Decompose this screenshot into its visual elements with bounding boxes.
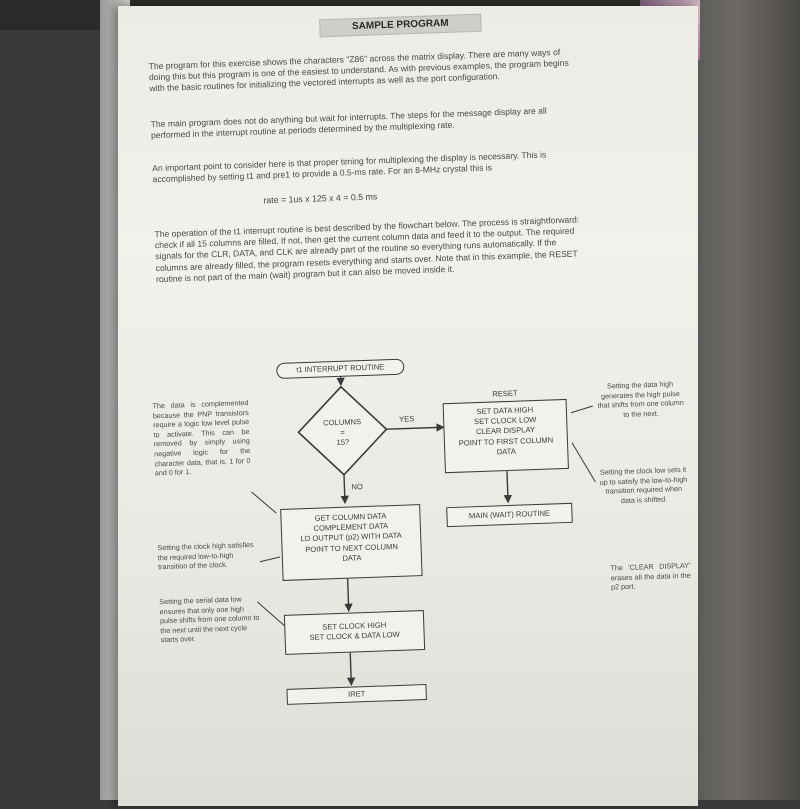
reset-step-5: DATA xyxy=(445,445,567,459)
set-clock-box xyxy=(284,610,425,655)
paragraph-flowchart-intro: The operation of the t1 interrupt routine is best described by the flowchart below. The process is straightforward: check if all 15 columns are filled. If not, then get the current column data and feed it to the output. The required signals for the CLR, DATA, and CLK are already part of the routine so everything runs automatically. If the columns are already filled, the program resets everything and starts over. Note that in this example, the RESET routine is not part of the main (wait) program but it can also be moved inside it. xyxy=(154,214,586,285)
note-clear-display: The 'CLEAR DISPLAY' erases all the data in the p2 port. xyxy=(610,561,691,593)
yes-label: YES xyxy=(399,414,415,424)
decision-line-1: COLUMNS xyxy=(301,416,383,429)
get-step-2: COMPLEMENT DATA xyxy=(282,520,420,535)
decision-line-3: 15? xyxy=(302,436,384,449)
reset-process-box xyxy=(443,399,569,473)
get-step-5: DATA xyxy=(283,551,421,566)
background-surface-right xyxy=(690,0,800,800)
decision-line-2: = xyxy=(301,426,383,439)
page-title: SAMPLE PROGRAM xyxy=(319,14,482,38)
note-clock-low: Setting the clock low sets it up to satisfy the low-to-high transition required when data is shifted. xyxy=(597,465,690,507)
flow-start-terminal: t1 INTERRUPT ROUTINE xyxy=(276,359,404,379)
reset-step-4: POINT TO FIRST COLUMN xyxy=(445,435,567,449)
get-step-3: LD OUTPUT (p2) WITH DATA xyxy=(282,531,420,546)
get-step-4: POINT TO NEXT COLUMN xyxy=(282,541,420,556)
page-content xyxy=(139,0,707,809)
get-step-1: GET COLUMN DATA xyxy=(281,510,419,525)
note-clock-high: Setting the clock high satisfies the required low-to-high transition of the clock. xyxy=(157,540,258,572)
reset-label: RESET xyxy=(492,389,518,399)
decision-text xyxy=(301,416,384,449)
no-label: NO xyxy=(351,482,363,491)
note-data-high: Setting the data high generates the high pulse that shifts from one column to the next. xyxy=(594,379,687,421)
get-column-data-box xyxy=(280,504,422,581)
reset-step-2: SET CLOCK LOW xyxy=(444,414,566,428)
reset-step-1: SET DATA HIGH xyxy=(444,404,566,418)
paragraph-intro: The program for this exercise shows the characters "Z86" across the matrix display. There are many ways of doing this but this program is one of the easiest to understand. As with previous examples, the program begins with the basic routines for initializing the vectored interrupts as well as the port configuration. xyxy=(148,46,579,95)
note-serial-low: Setting the serial data low ensures that only one high pulse shifts from one column to the next until the next cycle starts over. xyxy=(159,594,261,645)
clock-step-1: SET CLOCK HIGH xyxy=(285,619,423,634)
main-wait-routine-box: MAIN (WAIT) ROUTINE xyxy=(446,503,573,527)
iret-box: IRET xyxy=(286,684,426,705)
paragraph-timing: An important point to consider here is that proper timing for multiplexing the display is necessary. This is accomplished by setting t1 and pre1 to provide a 0.5-ms rate. For an 8-MHz crystal this is xyxy=(152,148,583,185)
note-data-complemented: The data is complemented because the PNP transistors require a logic low level pulse to activate. This can be removed by simply using negative logic for the character data, that is, 1 for 0 and 0 for 1. xyxy=(152,398,251,478)
rate-formula: rate = 1us x 125 x 4 = 0.5 ms xyxy=(263,188,463,205)
clock-step-2: SET CLOCK & DATA LOW xyxy=(286,629,424,644)
paragraph-main-program: The main program does not do anything but wait for interrupts. The steps for the message display are all performed in the interrupt routine at periods determined by the multiplexing rate. xyxy=(150,104,581,141)
reset-step-3: CLEAR DISPLAY xyxy=(444,424,566,438)
